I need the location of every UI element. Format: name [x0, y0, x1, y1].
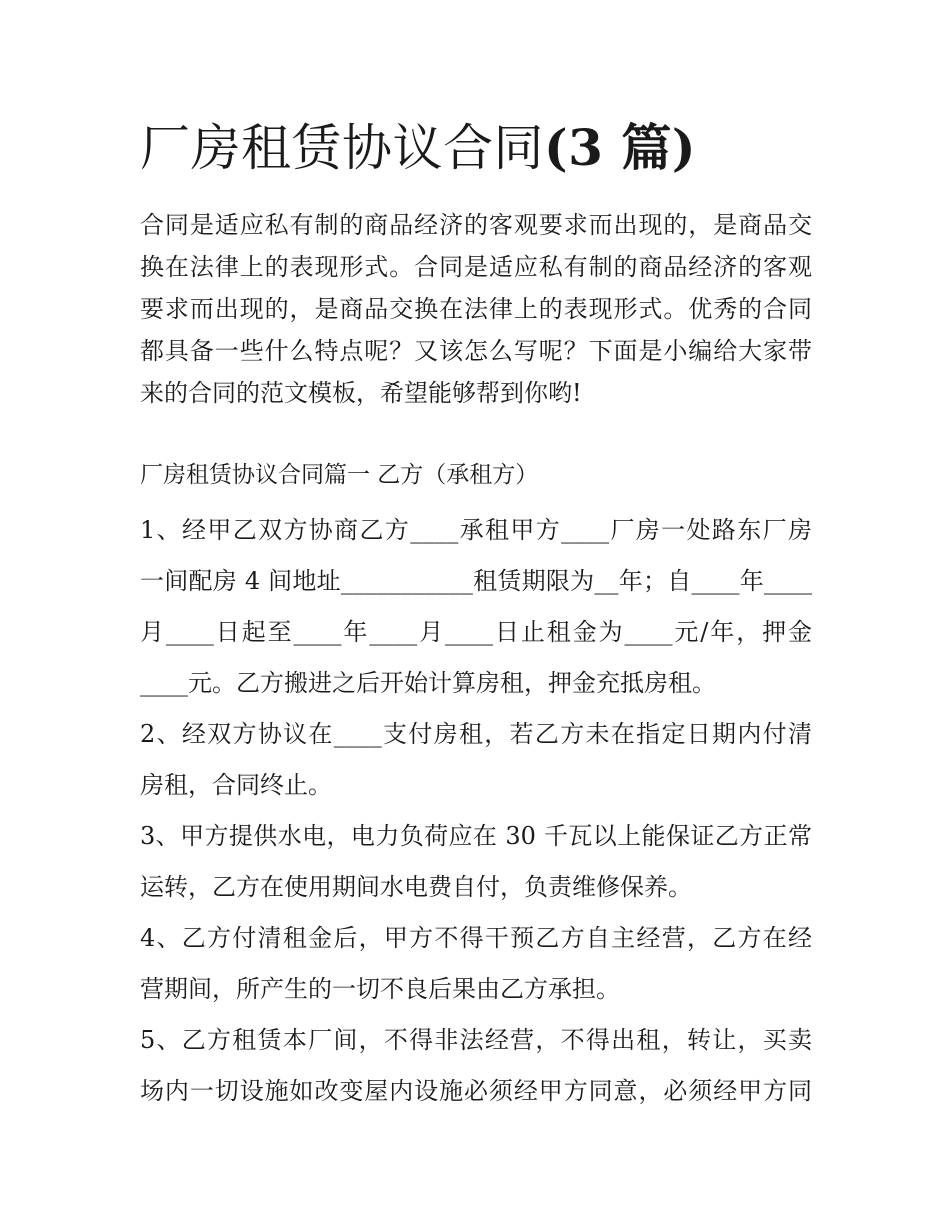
title-count: (3 篇) [544, 118, 697, 177]
clause-line: 2、经双方协议在____支付房租，若乙方未在指定日期内付清 [140, 720, 812, 748]
intro-line: 来的合同的范文模板，希望能够帮到你哟! [140, 379, 582, 407]
clause-line: 营期间，所产生的一切不良后果由乙方承担。 [140, 975, 620, 1003]
document-title [140, 118, 812, 178]
clause-line: 4、乙方付清租金后，甲方不得干预乙方自主经营，乙方在经 [140, 924, 812, 952]
intro-line: 换在法律上的表现形式。合同是适应私有制的商品经济的客观 [140, 253, 812, 281]
clause-line: 5、乙方租赁本厂间，不得非法经营，不得出租，转让，买卖 [140, 1026, 812, 1054]
clause-line: 场内一切设施如改变屋内设施必须经甲方同意，必须经甲方同 [140, 1077, 812, 1105]
clause-line: 月____日起至____年____月____日止租金为____元/年，押金 [140, 618, 812, 646]
clause-line: ____元。乙方搬进之后开始计算房租，押金充抵房租。 [140, 669, 716, 697]
clause-line: 1、经甲乙双方协商乙方____承租甲方____厂房一处路东厂房 [140, 516, 812, 544]
intro-line: 要求而出现的，是商品交换在法律上的表现形式。优秀的合同 [140, 295, 812, 323]
document-page [140, 0, 812, 1229]
section-heading: 厂房租赁协议合同篇一 乙方（承租方） [140, 462, 539, 488]
clause-line: 一间配房 4 间地址___________租赁期限为__年；自____年____ [140, 567, 812, 595]
clause-line: 房租，合同终止。 [140, 771, 332, 799]
clause-line: 运转，乙方在使用期间水电费自付，负责维修保养。 [140, 873, 692, 901]
clause-list [140, 505, 812, 1117]
title-text: 厂房租赁协议合同 [140, 119, 544, 177]
intro-paragraph [140, 204, 812, 414]
intro-line: 合同是适应私有制的商品经济的客观要求而出现的，是商品交 [140, 211, 812, 239]
clause-line: 3、甲方提供水电，电力负荷应在 30 千瓦以上能保证乙方正常 [140, 822, 812, 850]
intro-line: 都具备一些什么特点呢？又该怎么写呢？下面是小编给大家带 [140, 337, 812, 365]
